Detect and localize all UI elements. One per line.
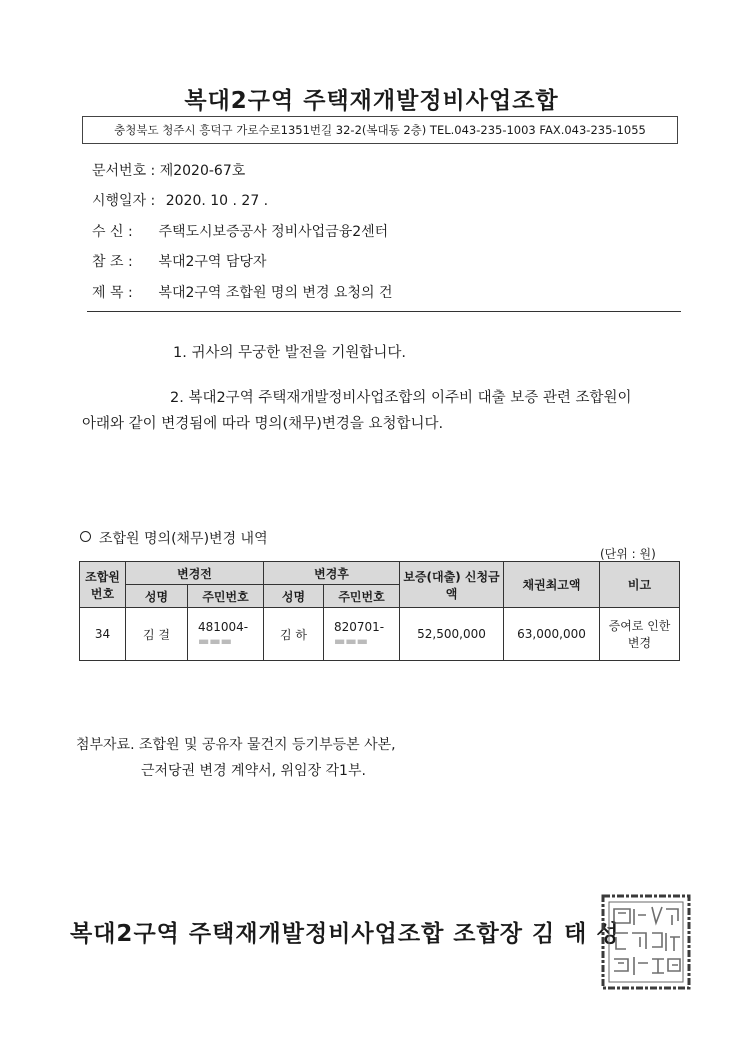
header-member-no: 조합원 번호 [80, 562, 126, 608]
date: 2020. 10 . 27 . [165, 193, 269, 209]
recipient-label: 수 신 : [92, 224, 133, 240]
section-title [80, 528, 268, 548]
attachments-line-1: 첨부자료. 조합원 및 공유자 물건지 등기부등본 사본, [76, 737, 396, 753]
reference: 복대2구역 담당자 [158, 254, 267, 270]
doc-number-label: 문서번호 : [92, 163, 156, 179]
subject-row [92, 282, 392, 302]
header-before: 변경전 [126, 562, 264, 585]
doc-number-row [92, 160, 245, 180]
header-note: 비고 [600, 562, 680, 608]
cell-guarantee: 52,500,000 [400, 608, 504, 661]
cell-before-id-text: 481004- [198, 620, 249, 634]
cell-after-id [324, 608, 400, 661]
section-title-text: 조합원 명의(채무)변경 내역 [99, 531, 268, 547]
address-box: 충청북도 청주시 흥덕구 가로수로1351번길 32-2(복대동 2층) TEL.043-235-1003 FAX.043-235-1055 [82, 116, 678, 144]
header-before-name: 성명 [126, 585, 188, 608]
header-divider [87, 311, 681, 312]
header-after-name: 성명 [264, 585, 324, 608]
attachments-line-2: 근저당권 변경 계약서, 위임장 각1부. [141, 763, 366, 779]
recipient-row [92, 221, 388, 241]
header-after: 변경후 [264, 562, 400, 585]
date-row [92, 190, 268, 210]
subject-label: 제 목 : [92, 285, 133, 301]
document-title: 복대2구역 주택재개발정비사업조합 [184, 88, 559, 114]
date-label: 시행일자 : [92, 193, 156, 209]
reference-label: 참 조 : [92, 254, 133, 270]
paragraph-1: 1. 귀사의 무궁한 발전을 기원합니다. [173, 345, 406, 361]
header-max-claim: 채권최고액 [504, 562, 600, 608]
reference-row [92, 251, 266, 271]
paragraph-2-line-2: 아래와 같이 변경됨에 따라 명의(채무)변경을 요청합니다. [82, 416, 444, 432]
cell-member-no: 34 [80, 608, 126, 661]
cell-note: 증여로 인한 변경 [600, 608, 680, 661]
seal-stamp-icon [600, 893, 692, 991]
redacted-mark: ▬▬▬ [198, 634, 233, 648]
cell-after-name: 김 하 [264, 608, 324, 661]
circle-bullet-icon [80, 531, 91, 542]
change-table [79, 561, 680, 661]
cell-before-id [188, 608, 264, 661]
cell-after-id-text: 820701- [334, 620, 385, 634]
cell-max-claim: 63,000,000 [504, 608, 600, 661]
subject: 복대2구역 조합원 명의 변경 요청의 건 [158, 285, 393, 301]
official-seal [600, 893, 692, 991]
header-before-id: 주민번호 [188, 585, 264, 608]
paragraph-2-line-1: 2. 복대2구역 주택재개발정비사업조합의 이주비 대출 보증 관련 조합원이 [170, 390, 632, 406]
signature-line: 복대2구역 주택재개발정비사업조합 조합장 김 태 성 [70, 921, 620, 947]
redacted-mark: ▬▬▬ [334, 634, 369, 648]
cell-before-name: 김 걸 [126, 608, 188, 661]
unit-label: (단위 : 원) [600, 547, 656, 561]
table-row [80, 608, 680, 661]
recipient: 주택도시보증공사 정비사업금융2센터 [158, 224, 389, 240]
header-after-id: 주민번호 [324, 585, 400, 608]
doc-number: 제2020-67호 [159, 163, 246, 179]
header-guarantee: 보증(대출) 신청금액 [400, 562, 504, 608]
